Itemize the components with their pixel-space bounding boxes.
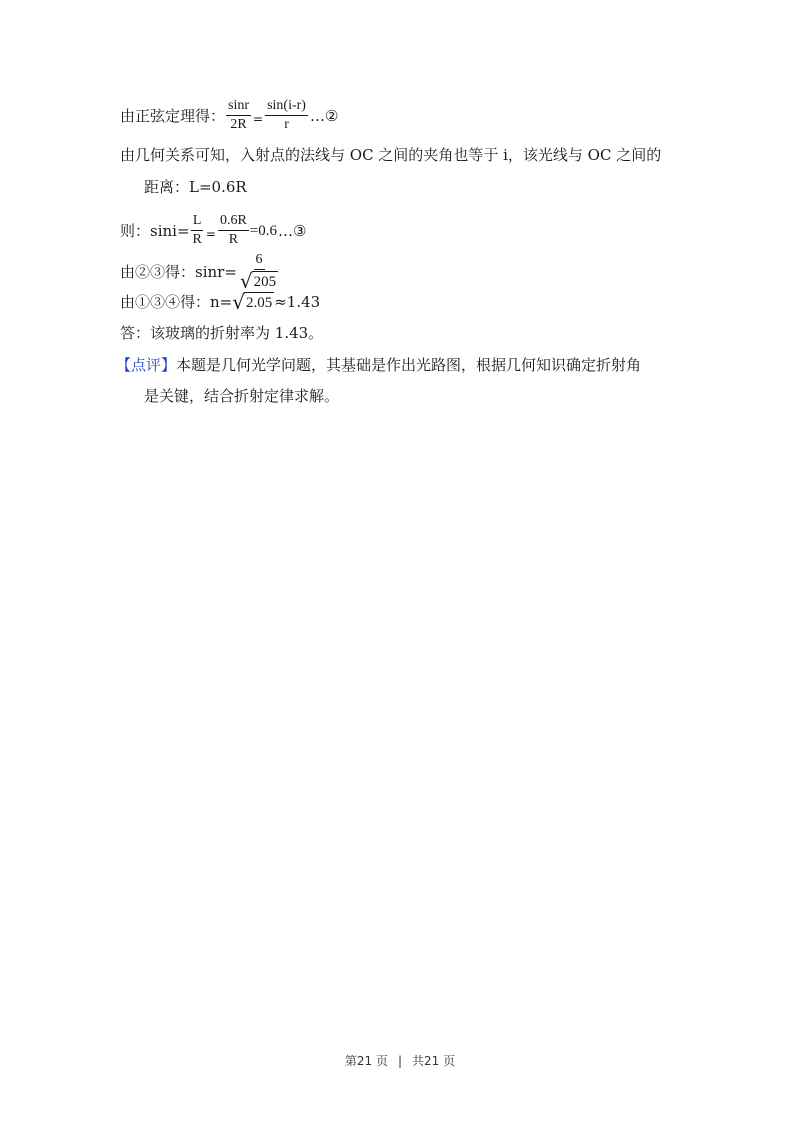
fraction-numerator: sin(i-r): [265, 98, 308, 116]
line-prefix: 则：sini=: [120, 221, 190, 240]
equation-number: …③: [278, 221, 307, 240]
equation-sin-r: [120, 252, 281, 291]
fraction-numerator: L: [191, 213, 204, 231]
line-prefix: 由正弦定理得：: [120, 106, 226, 125]
fraction-denominator-sqrt: [238, 270, 280, 291]
equation-sin-i: [120, 213, 306, 248]
fraction-sinr-over-2r: [226, 98, 251, 133]
page-number-total: 共21 页: [412, 1054, 456, 1068]
equals-sign: =: [205, 226, 216, 241]
equation-law-of-sines: [120, 98, 338, 133]
commentary-text: 是关键，结合折射定律求解。: [144, 387, 340, 405]
fraction-0.6r-over-r: [218, 213, 249, 248]
fraction-numerator: 0.6R: [218, 213, 249, 231]
commentary-tag: 【点评】: [116, 356, 177, 374]
paragraph-text: 由几何关系可知，入射点的法线与 OC 之间的夹角也等于 i，该光线与 OC 之间的: [120, 146, 662, 164]
paragraph-geometry-relation: [120, 145, 661, 165]
fraction-denominator: R: [192, 232, 202, 247]
commentary-text: 本题是几何光学问题，其基础是作出光路图，根据几何知识确定折射角: [176, 356, 642, 374]
fraction-6-over-sqrt-205: [238, 252, 280, 291]
radical-sign: √: [232, 290, 245, 314]
line-prefix: 由②③得：sinr=: [120, 262, 237, 281]
equation-result: =0.6: [249, 222, 277, 239]
page-number-current: 第21 页: [344, 1054, 388, 1068]
fraction-numerator: sinr: [226, 98, 251, 116]
approx-value: ≈1.43: [274, 293, 321, 311]
commentary-line: [116, 355, 641, 375]
equation-refractive-index: [120, 292, 320, 312]
square-root: [232, 292, 274, 312]
line-prefix: 由①③④得：n=: [120, 293, 233, 311]
equation-number: …②: [309, 106, 339, 125]
radicand: 2.05: [244, 292, 274, 312]
fraction-denominator: R: [228, 232, 239, 247]
fraction-denominator: 2R: [230, 117, 247, 132]
radical-sign: √: [239, 269, 253, 293]
fraction-l-over-r: [191, 213, 204, 248]
fraction-denominator: r: [284, 117, 289, 132]
fraction-sin-i-minus-r-over-r: [265, 98, 308, 133]
answer-line: [120, 323, 323, 343]
footer-separator: |: [397, 1054, 403, 1068]
commentary-continuation: [144, 386, 339, 406]
radicand: 205: [252, 271, 279, 291]
paragraph-text: 距离：L=0.6R: [144, 178, 247, 196]
paragraph-distance: [144, 177, 247, 197]
fraction-numerator: 6: [254, 252, 265, 270]
page-footer: [0, 1052, 800, 1069]
answer-text: 答：该玻璃的折射率为 1.43。: [120, 324, 324, 342]
equals-sign: =: [253, 111, 264, 126]
